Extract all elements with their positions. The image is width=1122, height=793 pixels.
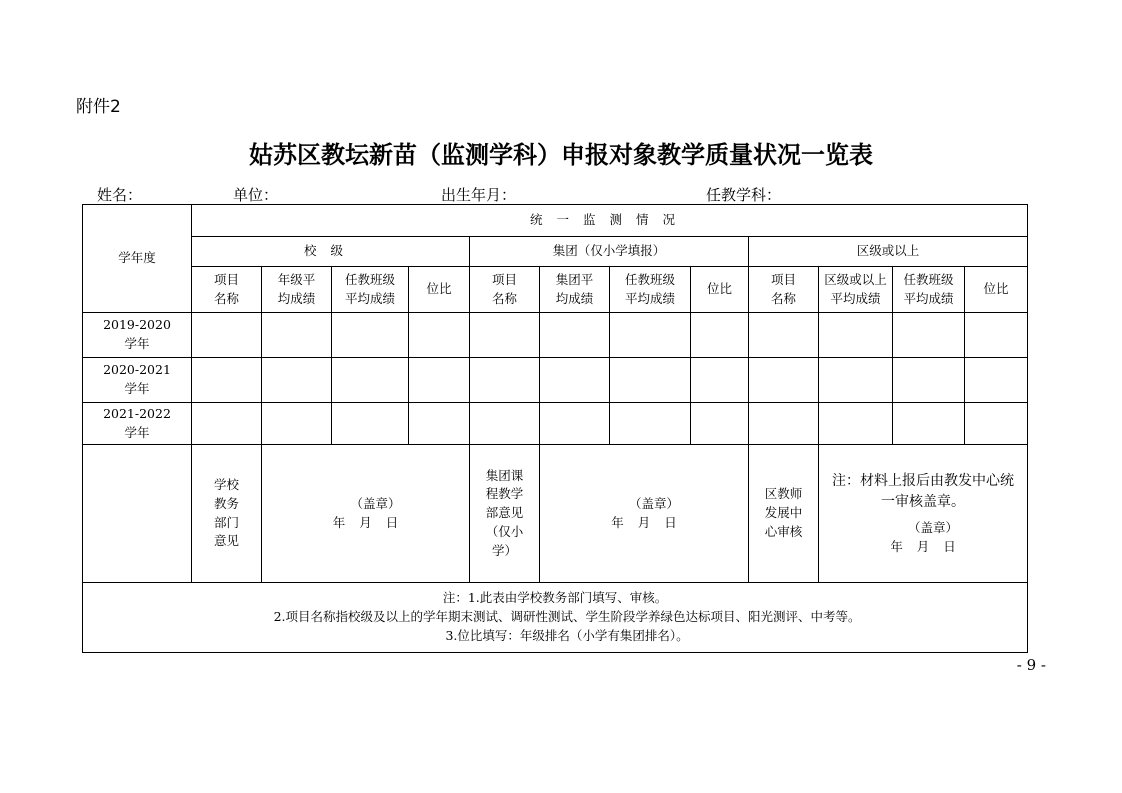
data-cell[interactable]: [262, 358, 332, 403]
unit-field-label: 单位：: [233, 186, 279, 204]
col-group-avg: 集团平 均成绩: [540, 267, 610, 313]
col-item-name: 项目 名称: [470, 267, 540, 313]
data-cell[interactable]: [610, 403, 691, 445]
data-cell[interactable]: [749, 313, 819, 358]
data-cell[interactable]: [610, 358, 691, 403]
stats-header: 统一监测情况: [192, 205, 1028, 237]
date-label: 年 月 日: [332, 514, 399, 530]
table-row: [83, 358, 1028, 403]
col-class-avg: 任教班级 平均成绩: [332, 267, 409, 313]
date-label: 年 月 日: [890, 538, 956, 554]
stamp-label: （盖章）: [908, 519, 959, 535]
data-cell[interactable]: [965, 313, 1028, 358]
page-number: - 9 -: [1016, 656, 1046, 674]
data-cell[interactable]: [965, 358, 1028, 403]
district-note: 注：材料上报后由教发中心统: [832, 472, 1015, 489]
data-cell[interactable]: [409, 358, 470, 403]
year-cell: 2020-2021 学年: [83, 358, 192, 403]
district-signature-cell[interactable]: [819, 445, 1028, 583]
data-cell[interactable]: [470, 313, 540, 358]
data-cell[interactable]: [332, 403, 409, 445]
group-signature-cell[interactable]: [540, 445, 749, 583]
school-opinion-label: 学校 教务 部门 意见: [192, 445, 262, 583]
data-cell[interactable]: [540, 403, 610, 445]
quality-table: [82, 204, 1028, 653]
data-cell[interactable]: [749, 358, 819, 403]
col-rank: 位比: [691, 267, 749, 313]
table-row: [83, 313, 1028, 358]
attachment-label: 附件2: [76, 97, 121, 117]
data-cell[interactable]: [262, 403, 332, 445]
data-cell[interactable]: [965, 403, 1028, 445]
stamp-label: （盖章）: [628, 495, 679, 511]
note-line: 2.项目名称指校级及以上的学年期末测试、调研性测试、学生阶段学养绿色达标项目、阳光测评、中考等。: [273, 609, 861, 625]
col-item-name: 项目 名称: [192, 267, 262, 313]
group-level-header: 集团（仅小学填报）: [470, 237, 749, 267]
stamp-label: （盖章）: [350, 495, 401, 511]
year-cell: 2019-2020 学年: [83, 313, 192, 358]
district-level-header: 区级或以上: [749, 237, 1028, 267]
data-cell[interactable]: [819, 358, 893, 403]
data-cell[interactable]: [332, 313, 409, 358]
table-row: [83, 403, 1028, 445]
data-cell[interactable]: [470, 403, 540, 445]
col-item-name: 项目 名称: [749, 267, 819, 313]
data-cell[interactable]: [819, 313, 893, 358]
note-line: 注：1.此表由学校教务部门填写、审核。: [442, 590, 668, 606]
date-label: 年 月 日: [611, 514, 677, 530]
data-cell[interactable]: [470, 358, 540, 403]
data-cell[interactable]: [893, 358, 965, 403]
data-cell[interactable]: [540, 313, 610, 358]
data-cell[interactable]: [262, 313, 332, 358]
col-grade-avg: 年级平 均成绩: [262, 267, 332, 313]
district-opinion-label: 区教师 发展中 心审核: [749, 445, 819, 583]
data-cell[interactable]: [691, 358, 749, 403]
notes-row: [83, 583, 1028, 653]
birth-field-label: 出生年月：: [441, 186, 517, 204]
data-cell[interactable]: [610, 313, 691, 358]
note-line: 3.位比填写：年级排名（小学有集团排名）。: [445, 627, 689, 643]
year-cell: 2021-2022 学年: [83, 403, 192, 445]
data-cell[interactable]: [409, 403, 470, 445]
data-cell[interactable]: [893, 403, 965, 445]
name-field-label: 姓名：: [97, 186, 143, 204]
data-cell[interactable]: [192, 358, 262, 403]
data-cell[interactable]: [192, 313, 262, 358]
data-cell[interactable]: [819, 403, 893, 445]
data-cell[interactable]: [540, 358, 610, 403]
data-cell[interactable]: [409, 313, 470, 358]
data-cell[interactable]: [749, 403, 819, 445]
subject-field-label: 任教学科：: [706, 186, 782, 204]
col-district-avg: 区级或以上 平均成绩: [819, 267, 893, 313]
empty-cell: [83, 445, 192, 583]
data-cell[interactable]: [893, 313, 965, 358]
data-cell[interactable]: [691, 403, 749, 445]
document-title: 姑苏区教坛新苗（监测学科）申报对象教学质量状况一览表: [249, 140, 873, 169]
data-cell[interactable]: [192, 403, 262, 445]
school-signature-cell[interactable]: [262, 445, 470, 583]
group-opinion-label: 集团课 程教学 部意见 （仅小 学）: [470, 445, 540, 583]
col-class-avg: 任教班级 平均成绩: [610, 267, 691, 313]
notes-cell: [83, 583, 1028, 653]
data-cell[interactable]: [691, 313, 749, 358]
district-note: 一审核盖章。: [881, 493, 966, 510]
opinion-row: [83, 445, 1028, 583]
school-level-header: 校级: [192, 237, 470, 267]
year-header: 学年度: [83, 205, 192, 313]
col-class-avg: 任教班级 平均成绩: [893, 267, 965, 313]
col-rank: 位比: [409, 267, 470, 313]
data-cell[interactable]: [332, 358, 409, 403]
col-rank: 位比: [965, 267, 1028, 313]
